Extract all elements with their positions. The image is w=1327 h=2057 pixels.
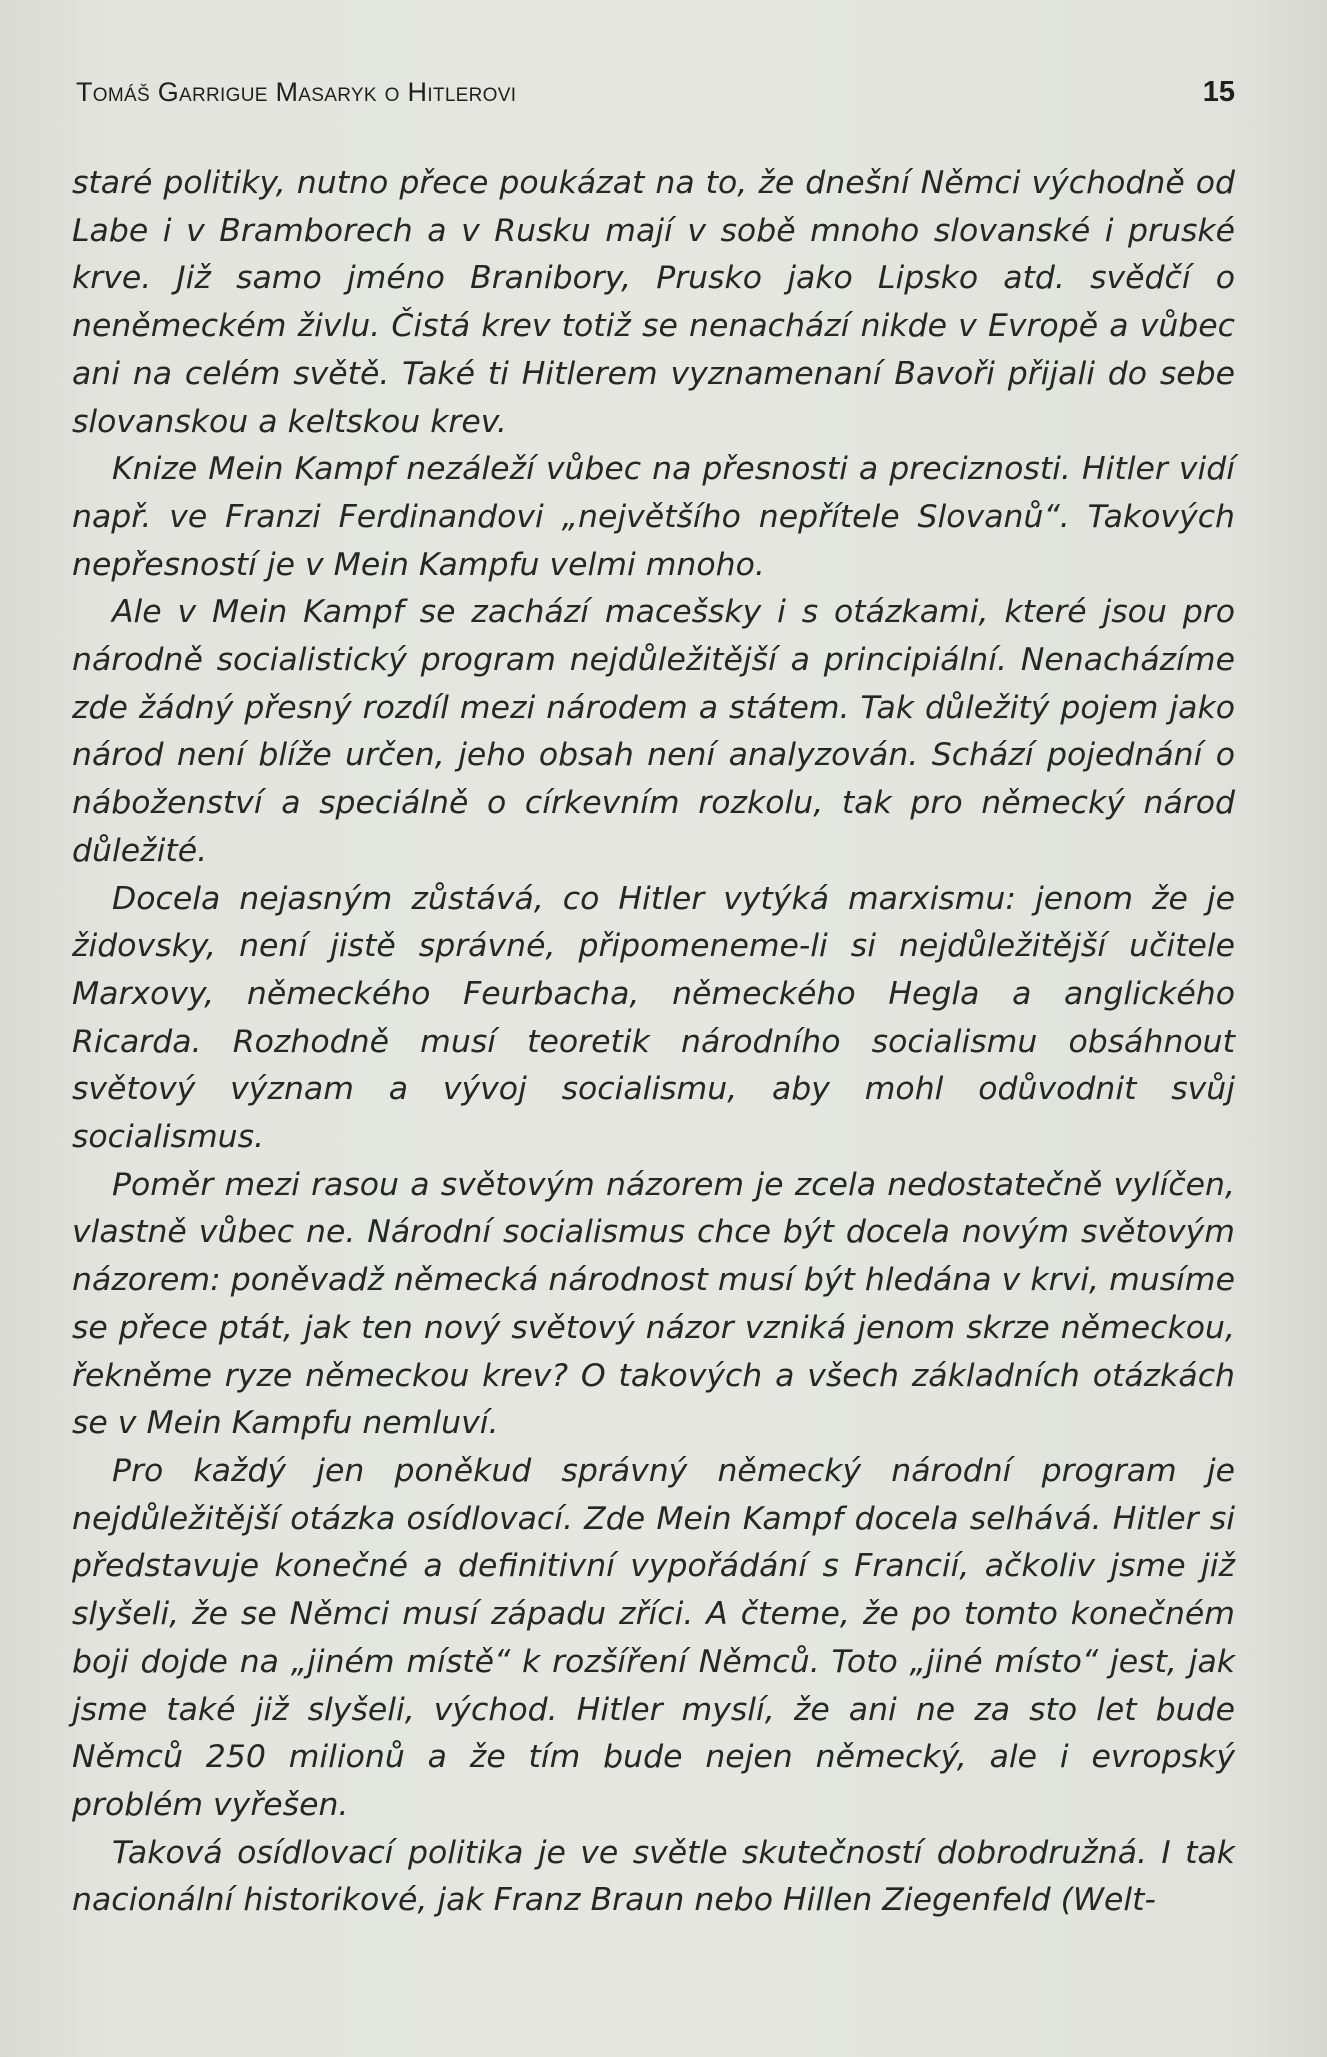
paragraph: Pro každý jen poněkud správný německý národní program je nejdůležitější otázka osídlovací. Zde Mein Kampf docela selhává. Hitler si představuje konečné a definitivní vypořádání s Francií, ačkoliv jsme již slyšeli, že se Němci musí západu zříci. A čteme, že po tomto konečném boji dojde na „jiném místě“ k rozšíření Němců. Toto „jiné místo“ jest, jak jsme také již slyšeli, východ. Hitler myslí, že ani ne za sto let bude Němců 250 milionů a že tím bude nejen německý, ale i evropský problém vyřešen. bbox=[72, 1452, 1235, 1823]
running-head bbox=[76, 76, 1235, 116]
paragraph: Taková osídlovací politika je ve světle skutečností dobrodružná. I tak nacionální historikové, jak Franz Braun nebo Hillen Ziegenfeld (Welt- bbox=[72, 1834, 1235, 1919]
page-number: 15 bbox=[1202, 76, 1235, 108]
paragraph: Knize Mein Kampf nezáleží vůbec na přesnosti a preciznosti. Hitler vidí např. ve Franzi Ferdinandovi „největšího nepřítele Slovanů“. Takových nepřesností je v Mein Kampfu velmi mnoho. bbox=[72, 451, 1235, 583]
paragraph: Ale v Mein Kampf se zachází macešsky i s otázkami, které jsou pro národně socialistický program nejdůležitější a principiální. Nenacházíme zde žádný přesný rozdíl mezi národem a státem. Tak důležitý pojem jako národ není blíže určen, jeho obsah není analyzován. Schází pojednání o náboženství a speciálně o církevním rozkolu, tak pro německý národ důležité. bbox=[72, 594, 1235, 869]
running-title: Tomáš Garrigue Masaryk o Hitlerovi bbox=[76, 77, 517, 107]
body-text bbox=[72, 160, 1235, 1925]
paragraph: staré politiky, nutno přece poukázat na to, že dnešní Němci východně od Labe i v Bramborech a v Rusku mají v sobě mnoho slovanské i pruské krve. Již samo jméno Branibory, Prusko jako Lipsko atd. svědčí o neněmeckém živlu. Čistá krev totiž se nenachází nikde v Evropě a vůbec ani na celém světě. Také ti Hitlerem vyznamenaní Bavoři přijali do sebe slovanskou a keltskou krev. bbox=[72, 165, 1235, 440]
paragraph: Docela nejasným zůstává, co Hitler vytýká marxismu: jenom že je židovsky, není jistě správné, připomeneme-li si nejdůležitější učitele Marxovy, německého Feurbacha, německého Hegla a anglického Ricarda. Rozhodně musí teoretik národního socialismu obsáhnout světový význam a vývoj socialismu, aby mohl odůvodnit svůj socialismus. bbox=[72, 880, 1235, 1156]
paragraph: Poměr mezi rasou a světovým názorem je zcela nedostatečně vylíčen, vlastně vůbec ne. Národní socialismus chce být docela novým světovým názorem: poněvadž německá národnost musí být hledána v krvi, musíme se přece ptát, jak ten nový světový názor vzniká jenom skrze německou, řekněme ryze německou krev? O takových a všech základních otázkách se v Mein Kampfu nemluví. bbox=[72, 1166, 1235, 1442]
